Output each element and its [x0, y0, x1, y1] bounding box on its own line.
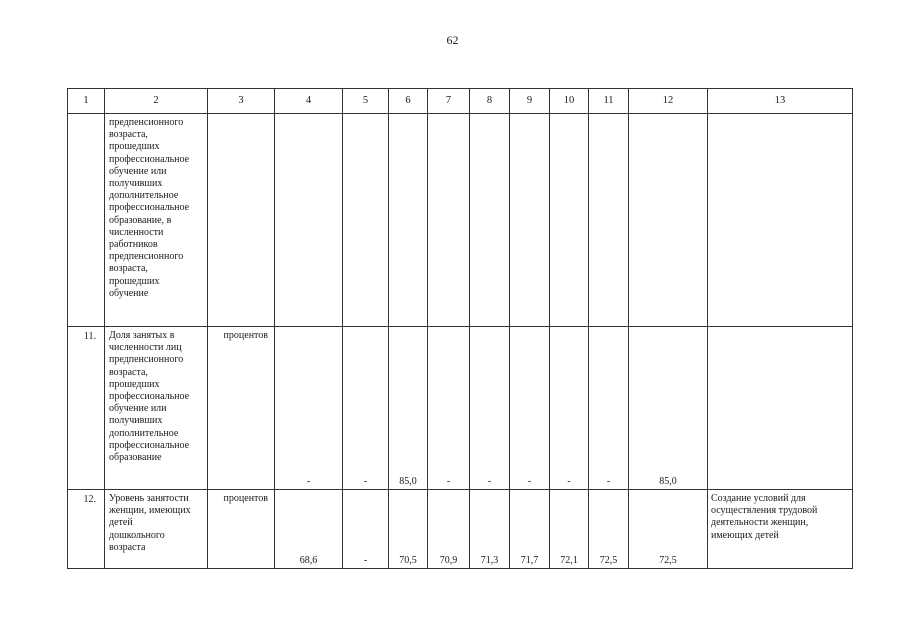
note-line: имеющих детей	[711, 529, 779, 541]
column-header: 1	[68, 89, 105, 114]
description-line: женщин, имеющих	[109, 505, 191, 517]
value-cell: -	[343, 490, 389, 569]
table-row	[68, 327, 853, 490]
column-header: 9	[510, 89, 550, 114]
value-cell: -	[275, 327, 343, 490]
value-cell: 71,7	[510, 490, 550, 569]
note-line: деятельности женщин,	[711, 517, 809, 529]
description-line: профессиональное	[109, 153, 190, 165]
note-line: осуществления трудовой	[711, 505, 818, 517]
value-cell	[550, 114, 589, 327]
unit-cell	[208, 114, 275, 327]
value-cell: 70,9	[428, 490, 470, 569]
value-cell	[428, 114, 470, 327]
value-cell: 85,0	[629, 327, 708, 490]
value-cell	[510, 114, 550, 327]
value-cell: 71,3	[470, 490, 510, 569]
value-cell: 68,6	[275, 490, 343, 569]
note-line: Создание условий для	[711, 493, 806, 504]
value-cell: -	[470, 327, 510, 490]
column-header: 7	[428, 89, 470, 114]
description-line: Доля занятых в	[109, 330, 175, 341]
description-line: прошедших	[109, 275, 160, 287]
description-line: возраста	[109, 541, 146, 553]
description-line: прошедших	[109, 378, 160, 390]
value-cell	[389, 114, 428, 327]
unit-cell: процентов	[208, 327, 275, 490]
description-line: образование	[109, 452, 162, 464]
description-line: работников	[109, 239, 158, 251]
note-cell	[708, 490, 853, 569]
description-line: получивших	[109, 415, 163, 427]
value-cell	[275, 114, 343, 327]
value-cell: -	[589, 327, 629, 490]
description-line: профессиональное	[109, 439, 190, 451]
indicator-description	[105, 490, 208, 569]
description-line: профессиональное	[109, 391, 190, 403]
indicator-description	[105, 114, 208, 327]
indicator-description	[105, 327, 208, 490]
value-cell: -	[343, 327, 389, 490]
description-line: дополнительное	[109, 190, 179, 202]
note-cell	[708, 327, 853, 490]
description-line: Уровень занятости	[109, 493, 189, 504]
value-cell: 72,5	[629, 490, 708, 569]
value-cell: -	[428, 327, 470, 490]
description-line: прошедших	[109, 141, 160, 153]
description-line: предпенсионного	[109, 354, 184, 366]
value-cell: -	[550, 327, 589, 490]
table-row	[68, 114, 853, 327]
description-line: дошкольного	[109, 529, 165, 541]
description-line: получивших	[109, 178, 163, 190]
column-header: 6	[389, 89, 428, 114]
description-line: дополнительное	[109, 427, 179, 439]
table-row	[68, 490, 853, 569]
description-line: детей	[109, 517, 133, 529]
column-numbers-row	[68, 89, 853, 114]
column-header: 2	[105, 89, 208, 114]
row-number: 12.	[68, 490, 105, 569]
description-line: профессиональное	[109, 202, 190, 214]
description-line: предпенсионного	[109, 251, 184, 263]
description-line: возраста,	[109, 366, 148, 378]
column-header: 8	[470, 89, 510, 114]
row-number: 11.	[68, 327, 105, 490]
column-header: 10	[550, 89, 589, 114]
value-cell: -	[510, 327, 550, 490]
value-cell	[343, 114, 389, 327]
description-line: численности	[109, 226, 164, 238]
value-cell: 85,0	[389, 327, 428, 490]
value-cell: 72,5	[589, 490, 629, 569]
note-cell	[708, 114, 853, 327]
value-cell	[470, 114, 510, 327]
column-header: 5	[343, 89, 389, 114]
description-line: возраста,	[109, 263, 148, 275]
description-line: обучение	[109, 287, 149, 299]
indicators-table	[67, 88, 853, 569]
description-line: возраста,	[109, 129, 148, 141]
description-line: обучение или	[109, 403, 167, 415]
unit-cell: процентов	[208, 490, 275, 569]
column-header: 12	[629, 89, 708, 114]
value-cell	[629, 114, 708, 327]
value-cell	[589, 114, 629, 327]
column-header: 11	[589, 89, 629, 114]
value-cell: 70,5	[389, 490, 428, 569]
page-number: 62	[446, 33, 459, 47]
column-header: 4	[275, 89, 343, 114]
value-cell: 72,1	[550, 490, 589, 569]
column-header: 3	[208, 89, 275, 114]
column-header: 13	[708, 89, 853, 114]
row-number	[68, 114, 105, 327]
description-line: численности лиц	[109, 342, 182, 354]
description-line: предпенсионного	[109, 117, 184, 128]
description-line: обучение или	[109, 165, 167, 177]
description-line: образование, в	[109, 214, 172, 226]
